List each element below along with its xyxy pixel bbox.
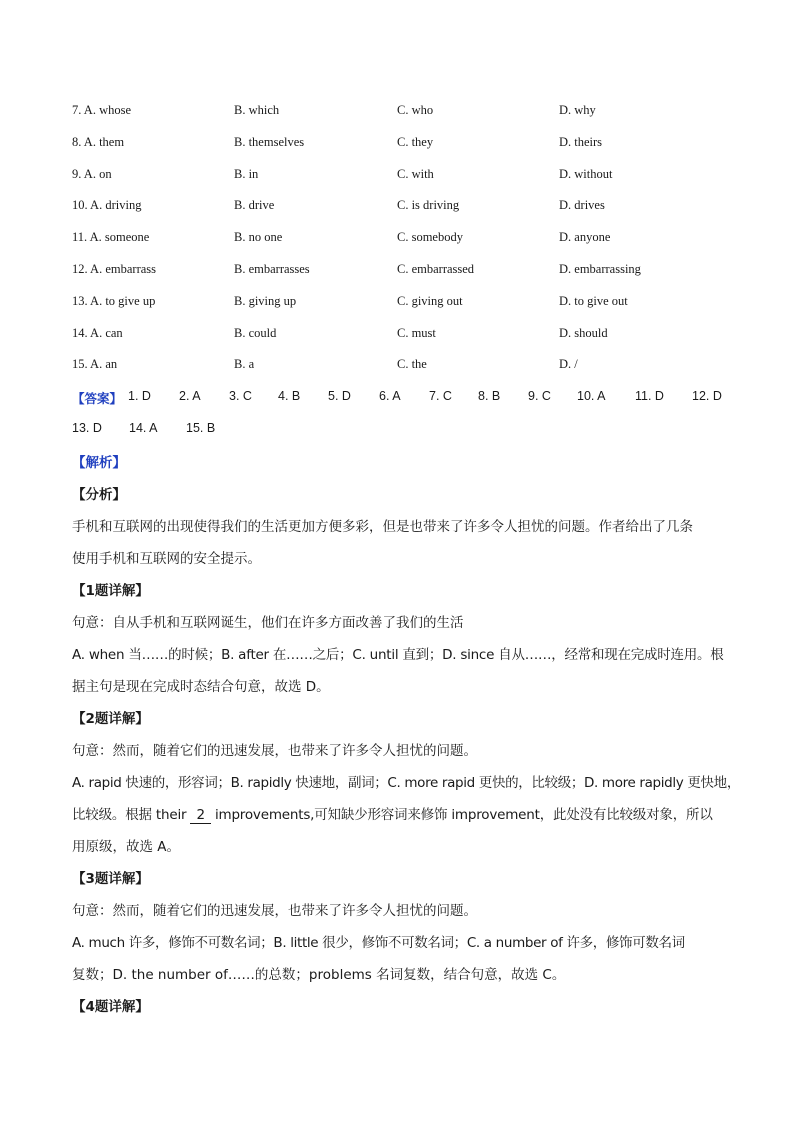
answer-6: 6. A — [379, 389, 401, 403]
option-b: B. a — [234, 357, 255, 372]
option-b: B. in — [234, 166, 259, 181]
option-row — [72, 326, 732, 346]
q1-line-3: 据主句是现在完成时态结合句意，故选 D。 — [72, 679, 330, 695]
option-c: C. with — [397, 166, 434, 181]
option-c: C. who — [397, 103, 434, 117]
option-c: C. is driving — [397, 198, 460, 213]
option-a: 13. A. to give up — [72, 293, 156, 308]
option-row — [72, 135, 732, 155]
answer-3: 3. C — [229, 389, 252, 403]
answer-9: 9. C — [528, 389, 551, 403]
option-b: B. embarrasses — [234, 262, 310, 276]
q2-line-3-end: improvements,可知缺少形容词来修饰 improvement，此处没有比较级对象，所以 — [214, 807, 713, 823]
option-c: C. embarrassed — [397, 262, 475, 276]
q2-line-1: 句意：然而，随着它们的迅速发展，也带来了许多令人担忧的问题。 — [72, 743, 477, 759]
option-row — [72, 357, 732, 377]
answer-4: 4. B — [278, 389, 301, 403]
option-c: C. must — [397, 325, 436, 340]
q3-line-2: A. much 许多，修饰不可数名词；B. little 很少，修饰不可数名词；C. a number of 许多，修饰可数名词 — [72, 935, 685, 951]
option-b: B. giving up — [234, 293, 297, 308]
option-b: B. could — [234, 325, 277, 340]
option-d: D. without — [559, 166, 613, 181]
option-b: B. which — [234, 103, 280, 117]
answer-2: 2. A — [179, 389, 201, 403]
option-d: D. to give out — [559, 293, 628, 308]
q3-line-3: 复数；D. the number of……的总数；problems 名词复数，结合句意，故选 C。 — [72, 967, 566, 983]
option-c: C. the — [397, 357, 427, 372]
option-c: C. they — [397, 134, 434, 149]
option-row — [72, 103, 732, 123]
option-a: 12. A. embarrass — [72, 262, 157, 276]
option-a: 14. A. can — [72, 325, 123, 340]
q2-blank: 2 — [190, 807, 210, 824]
q3-title: 【3题详解】 — [72, 871, 149, 887]
q4-title: 【4题详解】 — [72, 999, 149, 1015]
summary-line-2: 使用手机和互联网的安全提示。 — [72, 551, 261, 567]
option-d: D. embarrassing — [559, 262, 641, 276]
option-b: B. themselves — [234, 134, 305, 149]
option-b: B. drive — [234, 198, 275, 213]
q2-line-3 — [72, 803, 724, 824]
q1-line-1: 句意：自从手机和互联网诞生，他们在许多方面改善了我们的生活 — [72, 615, 464, 631]
q3-line-1: 句意：然而，随着它们的迅速发展，也带来了许多令人担忧的问题。 — [72, 903, 477, 919]
summary-line-1: 手机和互联网的出现使得我们的生活更加方便多彩，但是也带来了许多令人担忧的问题。作者给出了几条 — [72, 519, 693, 535]
option-row — [72, 230, 732, 250]
option-d: D. why — [559, 103, 596, 117]
q2-line-4: 用原级，故选 A。 — [72, 839, 181, 855]
answer-12: 12. D — [692, 389, 722, 403]
answer-5: 5. D — [328, 389, 351, 403]
answer-8: 8. B — [478, 389, 501, 403]
answer-label: 【答案】 — [72, 391, 123, 406]
q2-line-3-start: 比较级。根据 their — [72, 807, 187, 823]
fenxi-label: 【分析】 — [72, 487, 126, 503]
option-c: C. somebody — [397, 230, 463, 245]
answer-13: 13. D — [72, 421, 102, 435]
answer-11: 11. D — [635, 389, 664, 403]
answer-10: 10. A — [577, 389, 606, 403]
option-row — [72, 262, 732, 282]
q2-title: 【2题详解】 — [72, 711, 149, 727]
option-d: D. anyone — [559, 230, 611, 245]
analysis-label: 【解析】 — [72, 455, 126, 471]
q1-title: 【1题详解】 — [72, 583, 149, 599]
option-row — [72, 294, 732, 314]
option-a: 15. A. an — [72, 357, 118, 372]
option-d: D. should — [559, 325, 608, 340]
option-c: C. giving out — [397, 293, 463, 308]
option-a: 9. A. on — [72, 166, 112, 181]
answer-14: 14. A — [129, 421, 158, 435]
q2-line-2: A. rapid 快速的，形容词；B. rapidly 快速地，副词；C. more rapid 更快的，比较级；D. more rapidly 更快地， — [72, 775, 740, 791]
option-a: 11. A. someone — [72, 230, 150, 245]
option-b: B. no one — [234, 230, 283, 245]
answer-7: 7. C — [429, 389, 452, 403]
option-a: 8. A. them — [72, 134, 125, 149]
answer-15: 15. B — [186, 421, 216, 435]
option-a: 10. A. driving — [72, 198, 142, 213]
answer-1: 1. D — [128, 389, 151, 403]
option-d: D. / — [559, 357, 578, 372]
option-a: 7. A. whose — [72, 103, 132, 117]
option-d: D. theirs — [559, 134, 603, 149]
option-row — [72, 198, 732, 218]
q1-line-2: A. when 当……的时候；B. after 在……之后；C. until 直到；D. since 自从……，经常和现在完成时连用。根 — [72, 647, 724, 663]
option-d: D. drives — [559, 198, 605, 213]
option-row — [72, 167, 732, 187]
